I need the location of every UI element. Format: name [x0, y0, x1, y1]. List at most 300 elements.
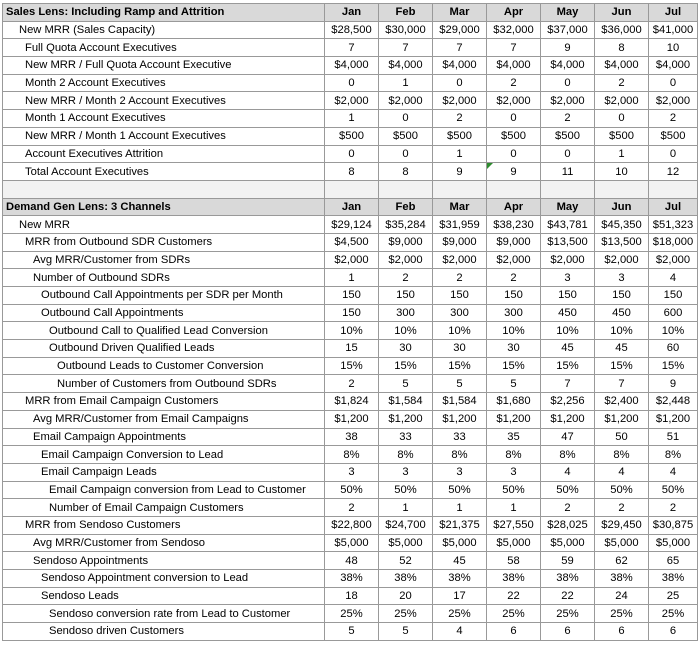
value-cell[interactable]: 30: [379, 340, 433, 358]
month-header: Mar: [433, 198, 487, 216]
row-label[interactable]: MRR from Email Campaign Customers: [3, 393, 325, 411]
value-cell[interactable]: 58: [487, 552, 541, 570]
value-cell[interactable]: 50%: [595, 481, 649, 499]
value-cell[interactable]: 1: [379, 74, 433, 92]
row-label[interactable]: Email Campaign conversion from Lead to Customer: [3, 481, 325, 499]
row-label[interactable]: Number of Email Campaign Customers: [3, 499, 325, 517]
value-cell[interactable]: 10%: [595, 322, 649, 340]
value-cell[interactable]: $1,200: [325, 410, 379, 428]
month-header: Jan: [325, 4, 379, 22]
month-header: Jan: [325, 198, 379, 216]
value-cell[interactable]: 0: [487, 110, 541, 128]
value-cell[interactable]: 150: [325, 287, 379, 305]
row-label[interactable]: MRR from Sendoso Customers: [3, 516, 325, 534]
value-cell[interactable]: 1: [595, 145, 649, 163]
value-cell[interactable]: 30: [487, 340, 541, 358]
value-cell[interactable]: 2: [325, 499, 379, 517]
value-cell[interactable]: 3: [433, 463, 487, 481]
value-cell[interactable]: $38,230: [487, 216, 541, 234]
row-label[interactable]: Email Campaign Appointments: [3, 428, 325, 446]
value-cell[interactable]: 1: [325, 269, 379, 287]
value-cell[interactable]: 15%: [433, 357, 487, 375]
value-cell[interactable]: $5,000: [649, 534, 698, 552]
value-cell[interactable]: 0: [325, 145, 379, 163]
month-header: Jul: [649, 4, 698, 22]
value-cell[interactable]: 9: [649, 375, 698, 393]
row-label[interactable]: Outbound Call to Qualified Lead Conversion: [3, 322, 325, 340]
value-cell[interactable]: $1,200: [379, 410, 433, 428]
value-cell[interactable]: $2,000: [595, 251, 649, 269]
value-cell[interactable]: 0: [487, 145, 541, 163]
value-cell[interactable]: 5: [379, 623, 433, 641]
value-cell[interactable]: $51,323: [649, 216, 698, 234]
value-cell[interactable]: $29,124: [325, 216, 379, 234]
value-cell[interactable]: $2,000: [433, 92, 487, 110]
value-cell[interactable]: 65: [649, 552, 698, 570]
row-label[interactable]: Email Campaign Leads: [3, 463, 325, 481]
value-cell[interactable]: 8%: [487, 446, 541, 464]
month-header: Jun: [595, 198, 649, 216]
demand-row: [3, 340, 698, 358]
row-label[interactable]: Outbound Leads to Customer Conversion: [3, 357, 325, 375]
value-cell[interactable]: 150: [379, 287, 433, 305]
demand-row: [3, 393, 698, 411]
value-cell[interactable]: 150: [541, 287, 595, 305]
value-cell[interactable]: 50%: [541, 481, 595, 499]
demand-row: [3, 516, 698, 534]
value-cell[interactable]: 15%: [595, 357, 649, 375]
value-cell[interactable]: 10: [595, 163, 649, 181]
value-cell[interactable]: 10%: [649, 322, 698, 340]
value-cell[interactable]: 0: [433, 74, 487, 92]
value-cell[interactable]: 15%: [379, 357, 433, 375]
value-cell[interactable]: 10%: [325, 322, 379, 340]
value-cell[interactable]: 9: [541, 39, 595, 57]
value-cell[interactable]: 25%: [487, 605, 541, 623]
empty-cell: [325, 180, 379, 198]
value-cell[interactable]: 2: [649, 499, 698, 517]
value-cell[interactable]: $1,200: [433, 410, 487, 428]
value-cell[interactable]: 59: [541, 552, 595, 570]
value-cell[interactable]: 11: [541, 163, 595, 181]
value-cell[interactable]: 3: [541, 269, 595, 287]
value-cell[interactable]: 2: [595, 74, 649, 92]
value-cell[interactable]: $29,000: [433, 21, 487, 39]
value-cell[interactable]: 0: [541, 145, 595, 163]
value-cell[interactable]: $5,000: [379, 534, 433, 552]
value-cell[interactable]: 10%: [541, 322, 595, 340]
value-cell[interactable]: $2,000: [433, 251, 487, 269]
value-cell[interactable]: $45,350: [595, 216, 649, 234]
value-cell[interactable]: $2,000: [649, 251, 698, 269]
section-title: Demand Gen Lens: 3 Channels: [3, 198, 325, 216]
value-cell[interactable]: 48: [325, 552, 379, 570]
value-cell[interactable]: $2,000: [487, 251, 541, 269]
value-cell[interactable]: 10%: [433, 322, 487, 340]
value-cell[interactable]: 8%: [379, 446, 433, 464]
value-cell[interactable]: 0: [379, 110, 433, 128]
value-cell[interactable]: 33: [379, 428, 433, 446]
value-cell[interactable]: $500: [433, 127, 487, 145]
value-cell[interactable]: $22,800: [325, 516, 379, 534]
empty-cell: [541, 180, 595, 198]
value-cell[interactable]: 3: [325, 463, 379, 481]
value-cell[interactable]: 5: [379, 375, 433, 393]
value-cell[interactable]: $500: [487, 127, 541, 145]
value-cell[interactable]: 8%: [433, 446, 487, 464]
value-cell[interactable]: $13,500: [595, 233, 649, 251]
value-cell[interactable]: 4: [433, 623, 487, 641]
value-cell[interactable]: 38%: [541, 570, 595, 588]
value-cell[interactable]: 47: [541, 428, 595, 446]
value-cell[interactable]: $21,375: [433, 516, 487, 534]
value-cell[interactable]: 45: [595, 340, 649, 358]
value-cell[interactable]: $2,000: [379, 92, 433, 110]
value-cell[interactable]: 17: [433, 587, 487, 605]
value-cell[interactable]: 8%: [541, 446, 595, 464]
value-cell[interactable]: 8: [379, 163, 433, 181]
value-cell[interactable]: 300: [433, 304, 487, 322]
value-cell[interactable]: $37,000: [541, 21, 595, 39]
row-label[interactable]: MRR from Outbound SDR Customers: [3, 233, 325, 251]
value-cell[interactable]: $5,000: [487, 534, 541, 552]
demand-row: [3, 481, 698, 499]
value-cell[interactable]: 2: [541, 110, 595, 128]
value-cell[interactable]: 7: [325, 39, 379, 57]
value-cell[interactable]: 38%: [325, 570, 379, 588]
value-cell[interactable]: $4,000: [325, 57, 379, 75]
value-cell[interactable]: 25: [649, 587, 698, 605]
value-cell[interactable]: 45: [433, 552, 487, 570]
value-cell[interactable]: 52: [379, 552, 433, 570]
value-cell[interactable]: 22: [541, 587, 595, 605]
value-cell[interactable]: 5: [433, 375, 487, 393]
empty-cell: [433, 180, 487, 198]
value-cell[interactable]: 7: [595, 375, 649, 393]
value-cell[interactable]: 4: [595, 463, 649, 481]
value-cell[interactable]: 25%: [541, 605, 595, 623]
sales-row: [3, 74, 698, 92]
value-cell[interactable]: 6: [541, 623, 595, 641]
value-cell[interactable]: 4: [649, 463, 698, 481]
value-cell[interactable]: 7: [379, 39, 433, 57]
value-cell[interactable]: 8%: [595, 446, 649, 464]
value-cell[interactable]: $2,448: [649, 393, 698, 411]
value-cell[interactable]: $500: [379, 127, 433, 145]
value-cell[interactable]: 22: [487, 587, 541, 605]
value-cell[interactable]: 3: [379, 463, 433, 481]
value-cell[interactable]: 150: [325, 304, 379, 322]
value-cell[interactable]: $5,000: [595, 534, 649, 552]
value-cell[interactable]: 50%: [649, 481, 698, 499]
demand-row: [3, 269, 698, 287]
value-cell[interactable]: 5: [487, 375, 541, 393]
value-cell[interactable]: 45: [541, 340, 595, 358]
value-cell[interactable]: $2,000: [325, 251, 379, 269]
value-cell[interactable]: 35: [487, 428, 541, 446]
row-label[interactable]: Account Executives Attrition: [3, 145, 325, 163]
demand-row: [3, 375, 698, 393]
value-cell[interactable]: 4: [649, 269, 698, 287]
value-cell[interactable]: 8: [325, 163, 379, 181]
value-cell[interactable]: 25%: [433, 605, 487, 623]
value-cell[interactable]: 24: [595, 587, 649, 605]
value-cell[interactable]: $2,000: [649, 92, 698, 110]
value-cell[interactable]: 0: [325, 74, 379, 92]
value-cell[interactable]: 38%: [433, 570, 487, 588]
value-cell[interactable]: 150: [595, 287, 649, 305]
value-cell[interactable]: $1,584: [379, 393, 433, 411]
value-cell[interactable]: $4,500: [325, 233, 379, 251]
value-cell[interactable]: 15%: [649, 357, 698, 375]
value-cell[interactable]: $2,000: [595, 92, 649, 110]
value-cell[interactable]: $27,550: [487, 516, 541, 534]
value-cell[interactable]: $28,025: [541, 516, 595, 534]
row-label[interactable]: Number of Outbound SDRs: [3, 269, 325, 287]
value-cell[interactable]: 150: [487, 287, 541, 305]
row-label[interactable]: New MRR / Full Quota Account Executive: [3, 57, 325, 75]
value-cell[interactable]: $41,000: [649, 21, 698, 39]
row-label[interactable]: New MRR / Month 2 Account Executives: [3, 92, 325, 110]
month-header: May: [541, 198, 595, 216]
value-cell[interactable]: 2: [487, 74, 541, 92]
value-cell[interactable]: $30,000: [379, 21, 433, 39]
demand-row: [3, 499, 698, 517]
value-cell[interactable]: 7: [487, 39, 541, 57]
spacer-row: [3, 180, 698, 198]
row-label[interactable]: Month 2 Account Executives: [3, 74, 325, 92]
value-cell[interactable]: $29,450: [595, 516, 649, 534]
value-cell[interactable]: $1,200: [595, 410, 649, 428]
value-cell[interactable]: 6: [487, 623, 541, 641]
value-cell[interactable]: $18,000: [649, 233, 698, 251]
value-cell-with-comment[interactable]: 9: [487, 163, 541, 181]
month-header: Apr: [487, 4, 541, 22]
value-cell[interactable]: 25%: [325, 605, 379, 623]
value-cell[interactable]: 5: [325, 623, 379, 641]
value-cell[interactable]: $2,000: [325, 92, 379, 110]
row-label[interactable]: Avg MRR/Customer from Sendoso: [3, 534, 325, 552]
value-cell[interactable]: 18: [325, 587, 379, 605]
value-cell[interactable]: 1: [433, 145, 487, 163]
value-cell[interactable]: 30: [433, 340, 487, 358]
value-cell[interactable]: $2,256: [541, 393, 595, 411]
value-cell[interactable]: 38%: [379, 570, 433, 588]
value-cell[interactable]: $9,000: [433, 233, 487, 251]
sales-row: [3, 21, 698, 39]
value-cell[interactable]: 450: [541, 304, 595, 322]
demand-row: [3, 216, 698, 234]
value-cell[interactable]: $9,000: [487, 233, 541, 251]
value-cell[interactable]: 60: [649, 340, 698, 358]
value-cell[interactable]: 25%: [595, 605, 649, 623]
row-label[interactable]: Month 1 Account Executives: [3, 110, 325, 128]
value-cell[interactable]: $5,000: [541, 534, 595, 552]
value-cell[interactable]: 10%: [487, 322, 541, 340]
value-cell[interactable]: $1,200: [649, 410, 698, 428]
value-cell[interactable]: 6: [595, 623, 649, 641]
demand-row: [3, 357, 698, 375]
row-label[interactable]: Number of Customers from Outbound SDRs: [3, 375, 325, 393]
value-cell[interactable]: 20: [379, 587, 433, 605]
value-cell[interactable]: 2: [595, 499, 649, 517]
value-cell[interactable]: 50%: [379, 481, 433, 499]
row-label[interactable]: Sendoso conversion rate from Lead to Customer: [3, 605, 325, 623]
value-cell[interactable]: $35,284: [379, 216, 433, 234]
value-cell[interactable]: 50%: [487, 481, 541, 499]
value-cell[interactable]: $1,584: [433, 393, 487, 411]
month-header: Jun: [595, 4, 649, 22]
value-cell[interactable]: $2,000: [541, 251, 595, 269]
row-label[interactable]: Outbound Driven Qualified Leads: [3, 340, 325, 358]
value-cell[interactable]: 0: [379, 145, 433, 163]
value-cell[interactable]: 450: [595, 304, 649, 322]
demand-row: [3, 446, 698, 464]
value-cell[interactable]: $4,000: [541, 57, 595, 75]
value-cell[interactable]: 38%: [487, 570, 541, 588]
value-cell[interactable]: 51: [649, 428, 698, 446]
value-cell[interactable]: 1: [325, 110, 379, 128]
value-cell[interactable]: 2: [379, 269, 433, 287]
value-cell[interactable]: 0: [649, 74, 698, 92]
value-cell[interactable]: $9,000: [379, 233, 433, 251]
value-cell[interactable]: 7: [541, 375, 595, 393]
row-label[interactable]: New MRR / Month 1 Account Executives: [3, 127, 325, 145]
value-cell[interactable]: $1,200: [541, 410, 595, 428]
value-cell[interactable]: $500: [595, 127, 649, 145]
value-cell[interactable]: 15%: [487, 357, 541, 375]
value-cell[interactable]: 7: [433, 39, 487, 57]
demand-row: [3, 605, 698, 623]
value-cell[interactable]: 62: [595, 552, 649, 570]
empty-cell: [595, 180, 649, 198]
value-cell[interactable]: 10%: [379, 322, 433, 340]
value-cell[interactable]: 10: [649, 39, 698, 57]
value-cell[interactable]: $2,000: [487, 92, 541, 110]
value-cell[interactable]: $2,000: [379, 251, 433, 269]
value-cell[interactable]: $1,824: [325, 393, 379, 411]
sales-row: [3, 145, 698, 163]
spreadsheet-table: [2, 3, 698, 641]
value-cell[interactable]: $1,680: [487, 393, 541, 411]
value-cell[interactable]: $36,000: [595, 21, 649, 39]
value-cell[interactable]: $4,000: [379, 57, 433, 75]
value-cell[interactable]: 38%: [649, 570, 698, 588]
row-label[interactable]: Sendoso Leads: [3, 587, 325, 605]
row-label[interactable]: New MRR: [3, 216, 325, 234]
value-cell[interactable]: $13,500: [541, 233, 595, 251]
value-cell[interactable]: 50%: [325, 481, 379, 499]
value-cell[interactable]: 150: [433, 287, 487, 305]
value-cell[interactable]: 33: [433, 428, 487, 446]
row-label[interactable]: Outbound Call Appointments: [3, 304, 325, 322]
value-cell[interactable]: 2: [649, 110, 698, 128]
value-cell[interactable]: 8: [595, 39, 649, 57]
demand-row: [3, 552, 698, 570]
row-label[interactable]: New MRR (Sales Capacity): [3, 21, 325, 39]
value-cell[interactable]: 12: [649, 163, 698, 181]
value-cell[interactable]: 3: [595, 269, 649, 287]
value-cell[interactable]: $4,000: [433, 57, 487, 75]
value-cell[interactable]: $30,875: [649, 516, 698, 534]
row-label[interactable]: Sendoso Appointments: [3, 552, 325, 570]
value-cell[interactable]: 2: [433, 110, 487, 128]
row-label[interactable]: Sendoso Appointment conversion to Lead: [3, 570, 325, 588]
row-label[interactable]: Avg MRR/Customer from SDRs: [3, 251, 325, 269]
demand-row: [3, 570, 698, 588]
value-cell[interactable]: 300: [379, 304, 433, 322]
value-cell[interactable]: $24,700: [379, 516, 433, 534]
value-cell[interactable]: 8%: [649, 446, 698, 464]
demand-row: [3, 233, 698, 251]
value-cell[interactable]: 6: [649, 623, 698, 641]
value-cell[interactable]: $2,000: [541, 92, 595, 110]
value-cell[interactable]: 0: [541, 74, 595, 92]
value-cell[interactable]: 150: [649, 287, 698, 305]
value-cell[interactable]: $500: [325, 127, 379, 145]
value-cell[interactable]: 25%: [379, 605, 433, 623]
demand-row: [3, 428, 698, 446]
value-cell[interactable]: 50%: [433, 481, 487, 499]
demand-row: [3, 534, 698, 552]
value-cell[interactable]: $5,000: [433, 534, 487, 552]
empty-cell: [487, 180, 541, 198]
value-cell[interactable]: $500: [541, 127, 595, 145]
value-cell[interactable]: 2: [433, 269, 487, 287]
value-cell[interactable]: 1: [433, 499, 487, 517]
value-cell[interactable]: $4,000: [595, 57, 649, 75]
row-label[interactable]: Email Campaign Conversion to Lead: [3, 446, 325, 464]
value-cell[interactable]: 300: [487, 304, 541, 322]
value-cell[interactable]: $2,400: [595, 393, 649, 411]
row-label[interactable]: Total Account Executives: [3, 163, 325, 181]
row-label[interactable]: Outbound Call Appointments per SDR per Month: [3, 287, 325, 305]
value-cell[interactable]: 9: [433, 163, 487, 181]
value-cell[interactable]: $1,200: [487, 410, 541, 428]
value-cell[interactable]: 2: [487, 269, 541, 287]
value-cell[interactable]: 0: [649, 145, 698, 163]
value-cell[interactable]: 1: [379, 499, 433, 517]
value-cell[interactable]: 3: [487, 463, 541, 481]
value-cell[interactable]: 8%: [325, 446, 379, 464]
value-cell[interactable]: $28,500: [325, 21, 379, 39]
value-cell[interactable]: 600: [649, 304, 698, 322]
value-cell[interactable]: 1: [487, 499, 541, 517]
value-cell[interactable]: $500: [649, 127, 698, 145]
value-cell[interactable]: $4,000: [487, 57, 541, 75]
value-cell[interactable]: 4: [541, 463, 595, 481]
value-cell[interactable]: 2: [325, 375, 379, 393]
value-cell[interactable]: $32,000: [487, 21, 541, 39]
row-label[interactable]: Sendoso driven Customers: [3, 623, 325, 641]
demand-row: [3, 410, 698, 428]
value-cell[interactable]: 2: [541, 499, 595, 517]
value-cell[interactable]: 38%: [595, 570, 649, 588]
value-cell[interactable]: 50: [595, 428, 649, 446]
value-cell[interactable]: $5,000: [325, 534, 379, 552]
value-cell[interactable]: 15: [325, 340, 379, 358]
value-cell[interactable]: 15%: [541, 357, 595, 375]
row-label[interactable]: Avg MRR/Customer from Email Campaigns: [3, 410, 325, 428]
value-cell[interactable]: $4,000: [649, 57, 698, 75]
value-cell[interactable]: $31,959: [433, 216, 487, 234]
row-label[interactable]: Full Quota Account Executives: [3, 39, 325, 57]
value-cell[interactable]: 0: [595, 110, 649, 128]
value-cell[interactable]: 25%: [649, 605, 698, 623]
value-cell[interactable]: 15%: [325, 357, 379, 375]
value-cell[interactable]: $43,781: [541, 216, 595, 234]
value-cell[interactable]: 38: [325, 428, 379, 446]
